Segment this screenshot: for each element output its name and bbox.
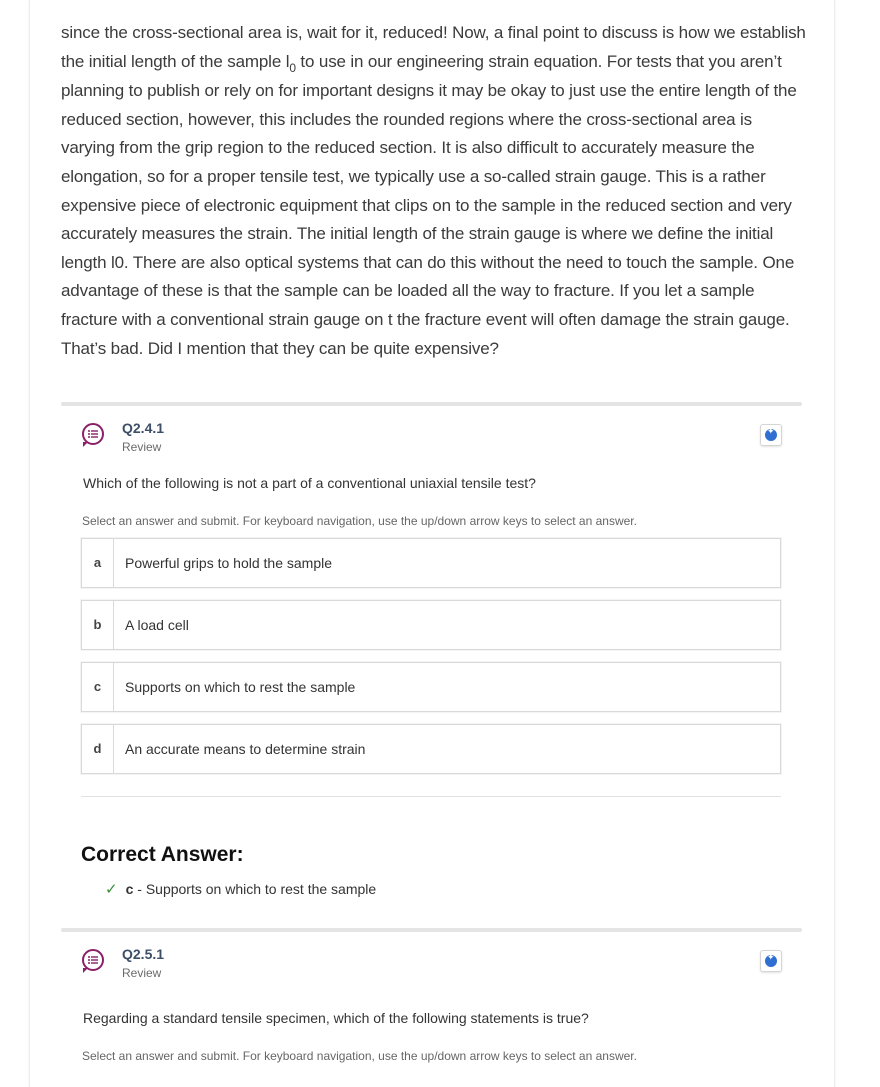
question-type: Review xyxy=(122,966,162,980)
body-text xyxy=(61,19,806,363)
question-card-q2-4-1 xyxy=(61,402,802,898)
answer-option-b[interactable] xyxy=(81,600,781,650)
option-text: A load cell xyxy=(125,617,189,633)
paragraph-text-2: to use in our engineering strain equation. For tests that you aren’t planning to publish or rely on for important designs it may be okay to just use the entire length of the reduced section, however, this includes the rounded regions where the cross-sectional area is varying from the grip region to the reduced section. It is also difficult to accurately measure the elongation, so for a proper tensile test, we typically use a so-called strain gauge. This is a rather expensive piece of electronic equipment that clips on to the sample in the reduced section and very accurately measures the strain. The initial length of the strain gauge is where we define the initial length l0. There are also optical systems that can do this without the need to touch the sample. One advantage of these is that the sample can be loaded all the way to fracture. If you let a sample fracture with a conventional strain gauge on t the fracture event will often damage the strain gauge. That’s bad. Did I mention that they can be quite expensive? xyxy=(61,51,797,358)
question-id: Q2.4.1 xyxy=(122,420,165,436)
correct-answer-letter: c xyxy=(125,881,134,897)
correct-answer-separator: - xyxy=(137,881,142,897)
content-page xyxy=(29,0,835,1087)
correct-answer-title: Correct Answer: xyxy=(81,843,244,866)
option-letter: a xyxy=(82,539,114,587)
check-icon: ✓ xyxy=(105,881,118,898)
subscript: 0 xyxy=(289,60,296,75)
answer-options xyxy=(81,538,781,786)
paragraph xyxy=(61,19,806,363)
option-text: Powerful grips to hold the sample xyxy=(125,555,332,571)
review-star-button[interactable] xyxy=(760,424,782,446)
option-letter: b xyxy=(82,601,114,649)
question-text: Which of the following is not a part of a conventional uniaxial tensile test? xyxy=(83,475,536,491)
option-text: An accurate means to determine strain xyxy=(125,741,366,757)
paragraph-text-1: since the cross-sectional area is, wait for it, reduced! Now, a final point to discuss is how we establish the initial length of the sample l xyxy=(61,23,806,71)
option-text: Supports on which to rest the sample xyxy=(125,679,356,695)
question-type: Review xyxy=(122,440,162,454)
question-header xyxy=(61,406,802,468)
question-text: Regarding a standard tensile specimen, which of the following statements is true? xyxy=(83,1010,589,1026)
answer-option-d[interactable] xyxy=(81,724,781,774)
star-badge-icon xyxy=(765,429,777,441)
correct-answer xyxy=(105,880,376,898)
list-bubble-icon xyxy=(82,949,104,971)
answer-option-c[interactable] xyxy=(81,662,781,712)
option-letter: c xyxy=(82,663,114,711)
star-badge-icon xyxy=(765,955,777,967)
question-id: Q2.5.1 xyxy=(122,946,165,962)
question-card-q2-5-1 xyxy=(61,928,802,1063)
review-star-button[interactable] xyxy=(760,950,782,972)
divider xyxy=(81,796,781,797)
correct-answer-text: Supports on which to rest the sample xyxy=(145,881,377,897)
answer-instructions: Select an answer and submit. For keyboard navigation, use the up/down arrow keys to select an answer. xyxy=(82,1049,637,1063)
answer-instructions: Select an answer and submit. For keyboard navigation, use the up/down arrow keys to select an answer. xyxy=(82,514,637,528)
option-letter: d xyxy=(82,725,114,773)
answer-option-a[interactable] xyxy=(81,538,781,588)
list-bubble-icon xyxy=(82,423,104,445)
question-header xyxy=(61,932,802,994)
